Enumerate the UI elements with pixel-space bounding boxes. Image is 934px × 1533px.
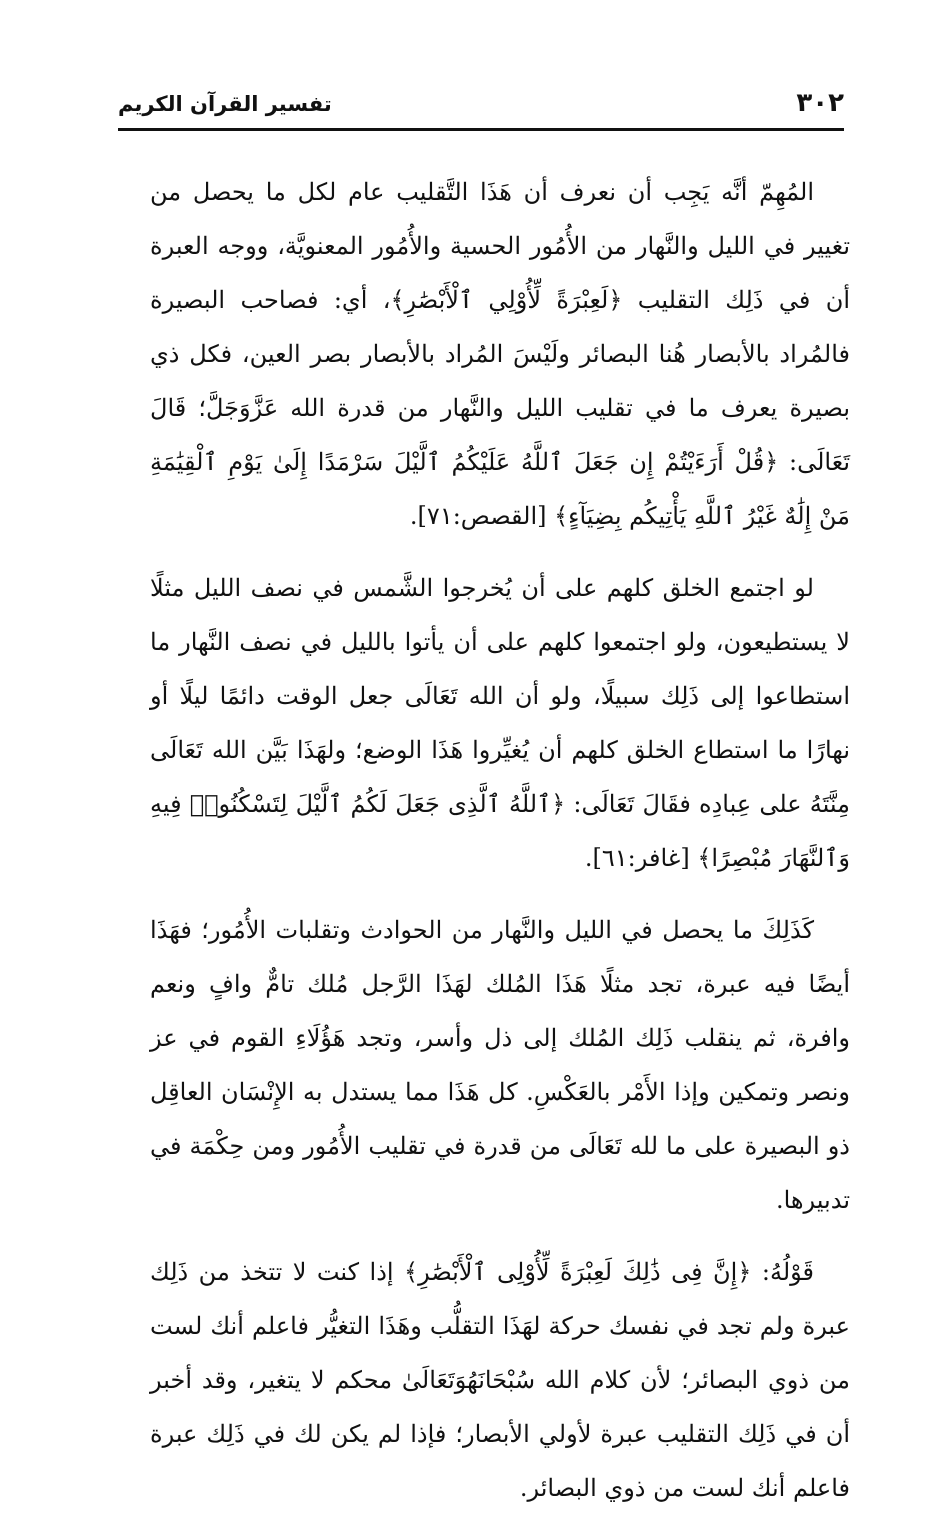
page-body <box>150 165 850 1533</box>
paragraph-1: المُهِمّ أنَّه يَجِب أن نعرف أن هَذَا التَّقليب عام لكل ما يحصل من تغيير في الليل والنَّهار من الأُمُور الحسية والأُمُور المعنويَّة، ووجه العبرة أن في ذَلِك التقليب ﴿لَعِبْرَةً لِّأُوْلِي ٱلْأَبْصَٰرِ﴾، أي: فصاحب البصيرة فالمُراد بالأبصار هُنا البصائر ولَيْسَ المُراد بالأبصار بصر العين، فكل ذي بصيرة يعرف ما في تقليب الليل والنَّهار من قدرة الله عَزَّوَجَلَّ؛ قَالَ تَعَالَى: ﴿قُلْ أَرَءَيْتُمْ إِن جَعَلَ ٱللَّهُ عَلَيْكُمُ ٱلَّيْلَ سَرْمَدًا إِلَىٰ يَوْمِ ٱلْقِيَٰمَةِ مَنْ إِلَٰهٌ غَيْرُ ٱللَّهِ يَأْتِيكُم بِضِيَآءٍ﴾ [القصص:٧١]. <box>150 178 851 530</box>
header-divider <box>118 128 844 131</box>
running-title: تفسير القرآن الكريم <box>118 92 332 116</box>
page-number: ٣٠٢ <box>796 88 844 118</box>
paragraph-3: كَذَلِكَ ما يحصل في الليل والنَّهار من الحوادث وتقلبات الأُمُور؛ فهَذَا أيضًا فيه عبرة، تجد مثلًا هَذَا المُلك لهَذَا الرَّجل مُلك تامٌّ وافٍ ونعم وافرة، ثم ينقلب ذَلِك المُلك إلى ذل وأسر، وتجد هَؤُلَاءِ القوم في عز ونصر وتمكين وإذا الأَمْر بالعَكْسِ. كل هَذَا مما يستدل به الإِنْسَان العاقِل ذو البصيرة على ما لله تَعَالَى من قدرة في تقليب الأُمُور ومن حِكْمَة في تدبيرها. <box>150 916 850 1214</box>
paragraph-2: لو اجتمع الخلق كلهم على أن يُخرجوا الشَّمس في نصف الليل مثلًا لا يستطيعون، ولو اجتمعوا كلهم على أن يأتوا بالليل في نصف النَّهار ما استطاعوا إلى ذَلِك سبيلًا، ولو أن الله تَعَالَى جعل الوقت دائمًا ليلًا أو نهارًا ما استطاع الخلق كلهم أن يُغيِّروا هَذَا الوضع؛ ولهَذَا بَيَّن الله تَعَالَى مِنَّتَهُ على عِبادِه فقَالَ تَعَالَى: ﴿ٱللَّهُ ٱلَّذِى جَعَلَ لَكُمُ ٱلَّيْلَ لِتَسْكُنُوا۟ فِيهِ وَٱلنَّهَارَ مُبْصِرًا﴾ [غافر:٦١]. <box>150 574 850 872</box>
page-header <box>118 88 844 128</box>
paragraph-4: قَوْلُهُ: ﴿إِنَّ فِى ذَٰلِكَ لَعِبْرَةً لِّأُوْلِى ٱلْأَبْصَٰرِ﴾ إذا كنت لا تتخذ من ذَلِك عبرة ولم تجد في نفسك حركة لهَذَا التقلُّب وهَذَا التغيُّر فاعلم أنك لست من ذوي البصائر؛ لأن كلام الله سُبْحَانَهُوَتَعَالَىٰ محكم لا يتغير، وقد أخبر أن في ذَلِك التقليب عبرة لأولي الأبصار؛ فإذا لم يكن لك في ذَلِك عبرة فاعلم أنك لست من ذوي البصائر. <box>150 1258 850 1502</box>
